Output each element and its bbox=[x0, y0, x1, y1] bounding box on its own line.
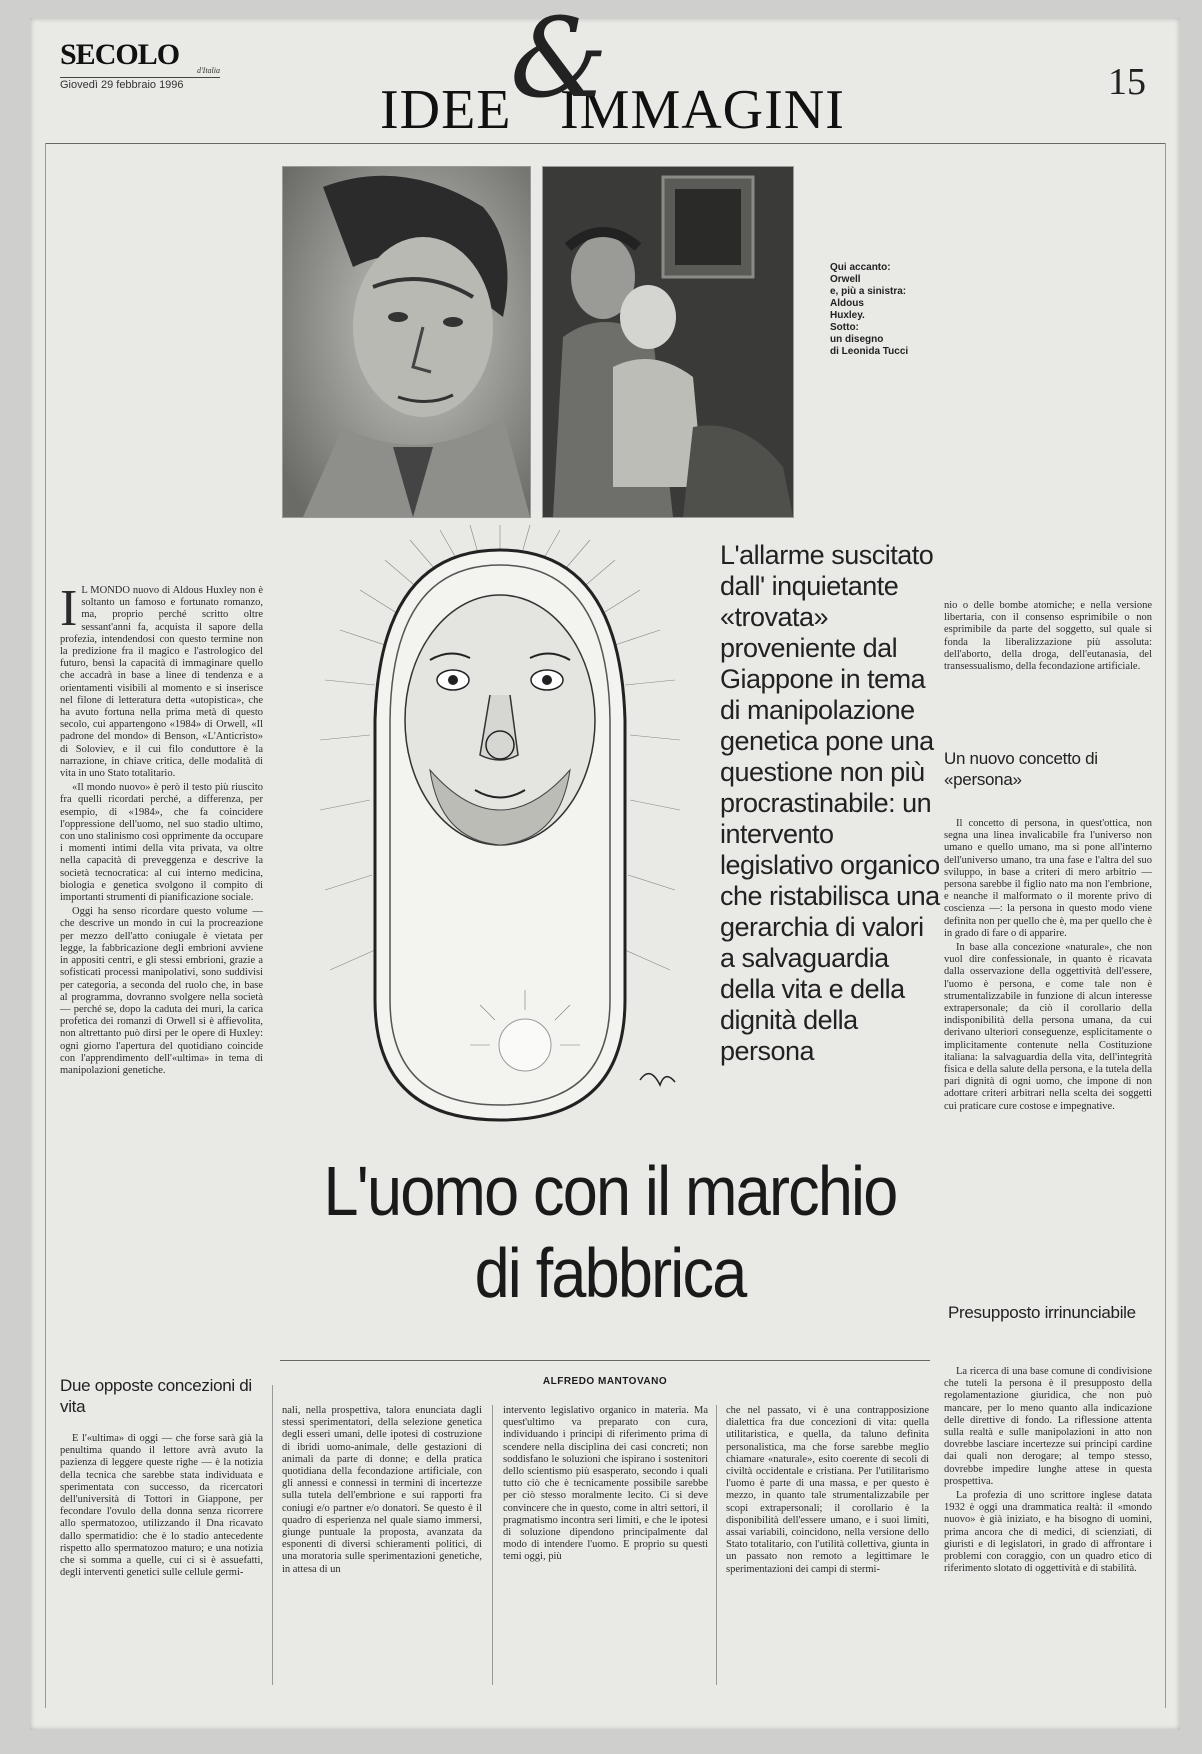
byline-rule bbox=[280, 1360, 930, 1361]
column-left bbox=[60, 580, 263, 1355]
masthead bbox=[60, 40, 220, 91]
paragraph: nali, nella prospettiva, talora enunciata dagli stessi sperimentatori, della selezione genetica degli esseri umani, delle ipotesi di costruzione di ibridi uomo-animale, delle gestazioni di animali da parte di donne; e della pratica quotidiana della fecondazione artificiale, con gli annessi e connessi in termini di incertezze sulla tutela dell'embrione e sui rapporti fra coniugi e/o partner e/o donatori. Se questo è il quadro di esperienza nel quale siamo immersi, giunge puntuale la proposta, avanzata da esponenti di diversi schieramenti politici, di una moratoria sulle sperimentazioni genetiche, in attesa di un bbox=[282, 1405, 482, 1575]
subhead-nuovo-concetto: Un nuovo concetto di «persona» bbox=[944, 749, 1098, 789]
photo-caption bbox=[830, 262, 940, 358]
section-title bbox=[380, 0, 940, 141]
column-right-top bbox=[944, 600, 1152, 720]
newspaper-logo: SECOLO bbox=[60, 38, 180, 71]
paragraph: La ricerca di una base comune di condivisione che tuteli la persona è il presupposto della regolamentazione giuridica, che non può mancare, per lo meno quanto alla indicazione delle direttive di fondo. La riflessione attenta sulla realtà e sulle manipolazioni in atto non dovrebbe lasciare incertezze sui principi cardine dai quali non derogare; al tempo stesso, dovrebbe impedire lunghe attese in questa prospettiva. bbox=[944, 1366, 1152, 1487]
paragraph: Il concetto di persona, in quest'ottica, non segna una linea invalicabile fra l'universo non umano e quello umano, ma si pone all'interno dell'universo umano, tra una fase e l'altra del suo sviluppo, in base a criteri di mero arbitrio — persona sarebbe il figlio nato ma non l'embrione, e neanche il malformato o il morente privo di coscienza —: la persona in questo modo viene definita non per quello che è, ma per quello che è in grado di fare o di apparire. bbox=[944, 818, 1152, 939]
paragraph: «Il mondo nuovo» è però il testo più riuscito fra quelli ricordati perché, a differenza, per esempio, di «1984», che fa coincidere l'oppressione dell'uomo, nel suo stadio ultimo, con uno stalinismo così opprimente da occupare i momenti intimi della vita privata, va oltre nella capacità di preveggenza e descrive la società tecnocratica: al cui interno medicina, biologia e genetica svolgono il compito di importanti strumenti di pianificazione sociale. bbox=[60, 782, 263, 904]
column-bottom-3 bbox=[503, 1405, 708, 1683]
headline-line-1: L'uomo con il marchio bbox=[323, 1152, 897, 1230]
drop-cap: I bbox=[60, 580, 78, 637]
paragraph: Oggi ha senso ricordare questo volume — che descrive un mondo in cui la procreazione per mezzo dell'atto coniugale è vietata per legge, la fabbricazione degli embrioni avviene in appositi centri, e gli stessi embrioni, grazie a sofisticati processi manipolativi, sono suddivisi per categoria, a seconda del ruolo che, in base al programma, dovranno svolgere nella società — perché se, dopo la caduta dei muri, la carica profetica dei romanzi di Orwell si è affievolita, non altrettanto può dirsi per le opere di Huxley: ogni giorno l'apertura del quotidiano coincide con l'apprendimento dell'«ultima» in tema di manipolazioni genetiche. bbox=[60, 906, 263, 1076]
paragraph: che nel passato, vi è una contrapposizione dialettica fra due concezioni di vita: quella utilitaristica, e quella, da taluno definita personalistica, ma che forse sarebbe meglio chiamare «naturale», esito coerente di secoli di civiltà occidentale e cristiana. Per l'utilitarismo l'uomo è parte di una massa, e per questo è mezzo, in quanto tale strumentalizzabile per scopi extrapersonali; il corollario è la disponibilità dell'essere umano, e i suoi limiti, assai variabili, coincidono, nella versione dello Stato totalitario, con l'utilità collettiva, giunta in un passato non remoto a legittimare le sperimentazioni dei campi di stermi- bbox=[726, 1405, 929, 1575]
right-frame-line bbox=[1165, 143, 1166, 1708]
issue-date: Giovedì 29 febbraio 1996 bbox=[60, 77, 220, 91]
illustration-tucci bbox=[290, 520, 710, 1135]
photo-huxley bbox=[282, 166, 531, 518]
caption-line: Huxley. bbox=[830, 310, 865, 321]
paragraph: La profezia di uno scrittore inglese datata 1932 è oggi una drammatica realtà: il «mondo nuovo» è già iniziato, e ha bisogno di uomini, prima ancora che di medici, di scienziati, di giuristi e di legislatori, in grado di affrontare i problemi con coraggio, con un quadro etico di riferimento slotato di oggettività e di stabilità. bbox=[944, 1490, 1152, 1575]
paragraph-text: L MONDO nuovo di Aldous Huxley non è soltanto un famoso e fortunato romanzo, ma, proprio perché scritto oltre sessant'anni fa, acquista il sapore della profezia, intendendosi con questo termine non la predizione fra il magico e l'astrologico del futuro, bensì la capacità di immaginare quello che accadrà in base a linee di tendenza e a orientamenti visibili al momento e si inserisce nel filone di letteratura detta «utopistica», che ha avuto fortuna nella prima metà di questo secolo, cui appartengono «1984» di Orwell, «Il padrone del mondo» di Benson, «L'Anticristo» di Soloviev, e il cui filo conduttore è la narrazione, in chiave critica, delle modalità di vita in uno Stato totalitario. bbox=[60, 585, 263, 780]
left-frame-line bbox=[45, 143, 46, 1708]
paragraph: intervento legislativo organico in materia. Ma quest'ultimo va preparato con cura, individuando i principi di riferimento prima di scendere nella disciplina dei casi concreti; non soddisfano le soluzioni che ispirano i sostenitori dello scientismo più esasperato, secondo i quali tutto ciò che è tecnicamente possibile sarebbe per ciò stesso moralmente lecito. Ci si deve convincere che in questo, come in altri settori, il pragmatismo incontra seri limiti, e che le ipotesi di soluzione dipendono principalmente dal modo di intendere l'uomo. E proprio su questi temi oggi, più bbox=[503, 1405, 708, 1563]
column-bottom-1 bbox=[60, 1433, 263, 1683]
section-title-ampersand: & bbox=[510, 0, 609, 122]
byline: ALFREDO MANTOVANO bbox=[542, 1376, 668, 1387]
caption-line: Qui accanto: bbox=[830, 262, 891, 273]
caption-line: Aldous bbox=[830, 298, 864, 309]
caption-line: un disegno bbox=[830, 334, 884, 345]
paragraph: nio o delle bombe atomiche; e nella versione libertaria, con il consenso esprimibile o non esprimibile da parte del soggetto, sul quale si fonda la liberalizzazione più assoluta: dell'aborto, della droga, dell'eutanasia, del transessualismo, della fecondazione artificiale. bbox=[944, 600, 1152, 673]
subhead-due-opposte: Due opposte concezioni di vita bbox=[60, 1376, 252, 1416]
column-rule bbox=[716, 1405, 717, 1685]
section-title-left: IDEE bbox=[380, 79, 512, 141]
column-right-bottom bbox=[944, 1366, 1152, 1686]
column-bottom-4 bbox=[726, 1405, 929, 1683]
standfirst: L'allarme suscitato dall' inquietante «trovata» proveniente dal Giappone in tema di manipolazione genetica pone una questione non più procrastinabile: un intervento legislativo organico che ristabilisca una gerarchia di valori a salvaguardia della vita e della dignità della persona bbox=[720, 540, 940, 1066]
column-rule bbox=[272, 1385, 273, 1685]
column-right-middle bbox=[944, 818, 1152, 1288]
caption-line: di Leonida Tucci bbox=[830, 346, 909, 357]
column-bottom-2 bbox=[282, 1405, 482, 1683]
headline bbox=[313, 1150, 907, 1314]
caption-line: e, più a sinistra: bbox=[830, 286, 907, 297]
page-number: 15 bbox=[1108, 61, 1146, 103]
newspaper-logo-subtitle: d'Italia bbox=[196, 66, 220, 75]
column-rule bbox=[492, 1405, 493, 1685]
subhead-presupposto: Presupposto irrinunciabile bbox=[948, 1303, 1136, 1322]
section-title-right: IMMAGINI bbox=[560, 79, 845, 141]
paragraph bbox=[60, 580, 263, 780]
paragraph: E l'«ultima» di oggi — che forse sarà già la penultima quando il lettore avrà avuto la pazienza di leggere queste righe — è la notizia della tecnica che sarebbe stata individuata e sperimentata con successo, da ricercatori dell'università di Tottori in Giappone, per fecondare l'ovulo della donna senza ricorrere allo spermatozoo, utilizzando il Dna ricavato dallo spermatidio: che è lo stadio antecedente rispetto allo spermatozoo maturo; e una notizia che si somma a quelle, cui ci si è assuefatti, degli interventi genetici sulle cellule germi- bbox=[60, 1433, 263, 1579]
photo-orwell bbox=[542, 166, 794, 518]
headline-line-2: di fabbrica bbox=[474, 1234, 746, 1312]
caption-line: Orwell bbox=[830, 274, 861, 285]
paragraph: In base alla concezione «naturale», che non vuol dire confessionale, in quanto è ricavata dalla osservazione della oggettività dell'essere, l'uomo è persona, e come tale non è strumentalizzabile in funzione di alcun interesse extrapersonale; da ciò il corollario della indisponibilità della persona umana, da cui derivano ulteriori conseguenze, esplicitamente o implicitamente contenute nella Costituzione italiana: la salvaguardia della vita, dell'integrità fisica e della salute della persona, e la tutela della pari dignità di ogni uomo, che impone di non adottare criteri arbitrari nella scelta dei soggetti cui praticare cure costose e impegnative. bbox=[944, 942, 1152, 1112]
caption-line: Sotto: bbox=[830, 322, 859, 333]
header-rule bbox=[45, 143, 1165, 144]
